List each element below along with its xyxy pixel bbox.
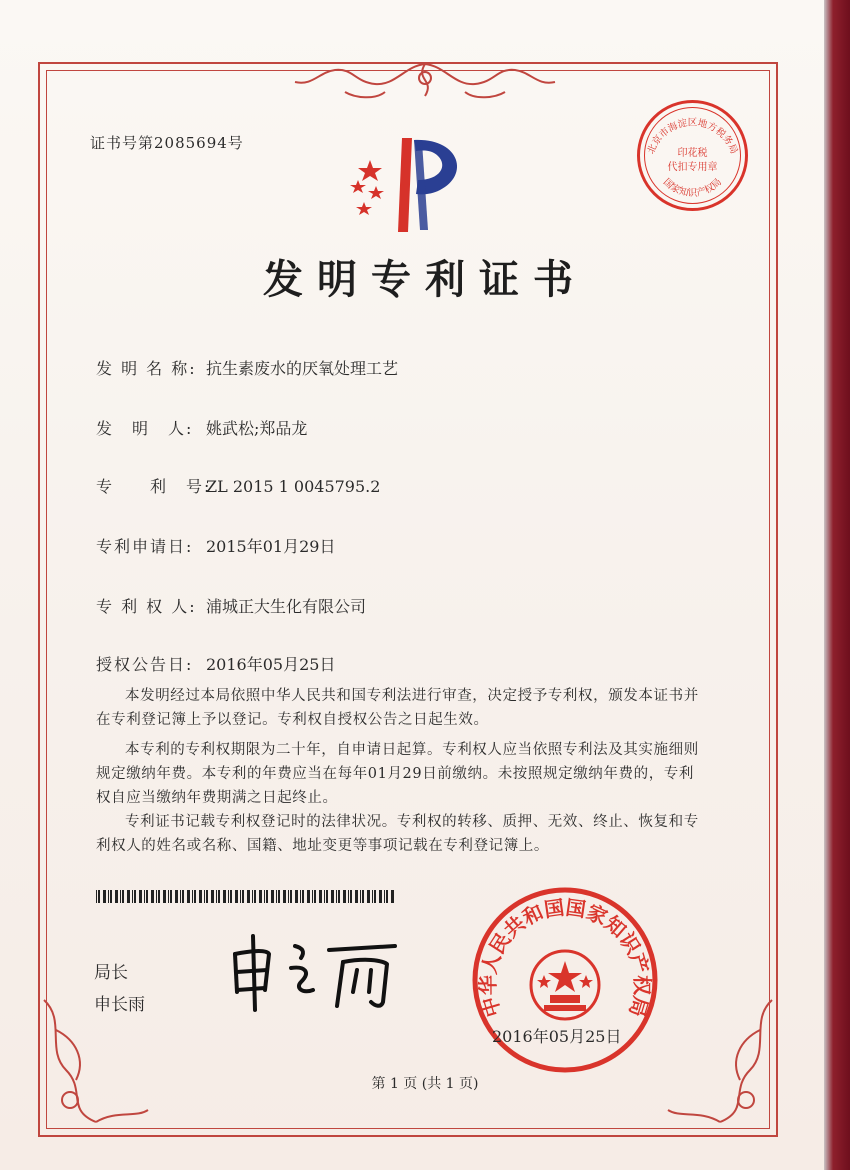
field-value: 2015年01月29日 xyxy=(206,537,336,556)
field-label: 授权公告日: xyxy=(96,655,194,674)
body-paragraph-1: 本发明经过本局依照中华人民共和国专利法进行审查，决定授予专利权，颁发本证书并在专利登记簿上予以登记。专利权自授权公告之日起生效。 xyxy=(96,688,699,728)
certificate-number: 证书号第2085694号 xyxy=(90,134,244,152)
seal-date: 2016年05月25日 xyxy=(492,1027,622,1046)
field-patent-number xyxy=(96,474,380,497)
page-number: 第 1 页 (共 1 页) xyxy=(371,1076,479,1092)
field-value: 浦城正大生化有限公司 xyxy=(206,597,367,616)
field-label: 专 利 权 人: xyxy=(96,597,197,616)
field-grant-date xyxy=(96,652,335,675)
svg-text:印花税: 印花税 xyxy=(677,148,708,159)
field-label: 发 明 人: xyxy=(96,419,194,438)
field-value: 2016年05月25日 xyxy=(206,655,336,674)
certificate-title: 发明专利证书 xyxy=(263,256,587,303)
field-value: 姚武松;郑品龙 xyxy=(206,419,308,438)
field-patentee xyxy=(96,594,366,617)
svg-text:代扣专用章: 代扣专用章 xyxy=(667,162,718,173)
top-ornament-icon xyxy=(285,56,565,106)
binding-spine xyxy=(824,0,850,1170)
handwritten-signature xyxy=(225,932,415,1012)
field-application-date xyxy=(96,534,335,557)
patent-office-logo-icon xyxy=(340,120,480,235)
body-paragraph-3: 专利证书记载专利权登记时的法律状况。专利权的转移、质押、无效、终止、恢复和专利权人的姓名或名称、国籍、地址变更等事项记载在专利登记簿上。 xyxy=(96,814,699,854)
svg-text:北京市海淀区地方税务局: 北京市海淀区地方税务局 xyxy=(645,117,740,156)
bottom-right-ornament-icon xyxy=(660,990,780,1130)
field-value: 抗生素废水的厌氧处理工艺 xyxy=(206,359,399,378)
field-label: 专利申请日: xyxy=(96,537,194,556)
barcode xyxy=(96,890,396,903)
field-value: ZL 2015 1 0045795.2 xyxy=(206,477,381,496)
field-invention-name xyxy=(96,356,398,379)
field-label: 专 利 号: xyxy=(96,477,212,496)
svg-text:中华人民共和国国家知识产权局: 中华人民共和国国家知识产权局 xyxy=(475,895,655,1020)
tax-stamp-seal xyxy=(635,98,750,213)
national-emblem-icon xyxy=(531,951,599,1019)
signatory-name: 申长雨 xyxy=(94,995,145,1015)
field-label: 发 明 名 称: xyxy=(96,359,197,378)
field-inventors xyxy=(96,416,307,439)
signatory-title: 局长 xyxy=(94,963,128,983)
svg-text:国家知识产权局: 国家知识产权局 xyxy=(660,176,725,200)
body-paragraph-2: 本专利的专利权期限为二十年，自申请日起算。专利权人应当依照专利法及其实施细则规定缴纳年费。本专利的年费应当在每年01月29日前缴纳。未按照规定缴纳年费的，专利权自应当缴纳年费期满之日起终止。 xyxy=(96,742,699,806)
